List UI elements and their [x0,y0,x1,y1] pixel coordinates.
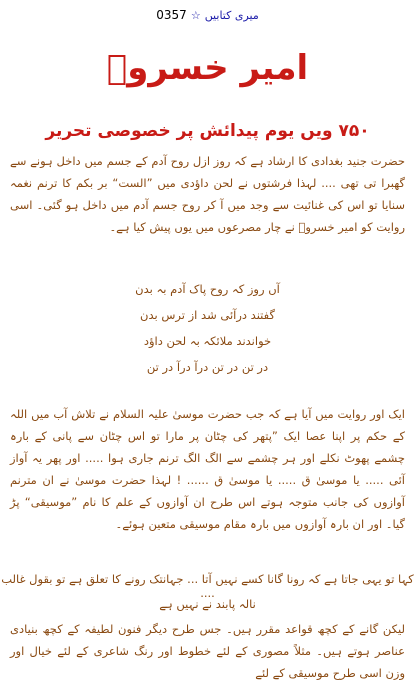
verse-line-1: آں روز کہ روح پاک آدم بہ بدن [135,282,280,296]
books-label[interactable]: میری کتابیں [204,8,259,22]
verse-line-2: گفتند درآئی شد از ترس بدن [140,308,275,322]
star-icon: ☆ [190,8,201,22]
verse-line-3: خواندند ملائکہ بہ لحن داؤد [143,334,272,348]
paragraph-moses: ایک اور روایت میں آیا ہے کہ جب حضرت موسیٰ علیہ السلام نے تلاش آب میں اللہ کے حکم پر اپنا عصا ایک ”پتھر کی چٹان پر مارا تو اس چٹان سے پانی کے بارہ چشمے پھوٹ نکلے اور ہر چشمے سے الگ الگ ترنم جاری ہوا ..... اور پھر یہ آواز آئی ..... یا موسیٰ ق ..... یا موسیٰ ق ...... ! لہذا حضرت موسیٰ نے ان مترنم آوازوں کی جانب متوجہ ہوتے اس طرح ان آوازوں کے علم کا نام ”موسیقی“ پڑ گیا۔ اور ان بارہ آوازوں میں بارہ مقام موسیقی متعین ہوئے۔ [10,407,405,531]
paragraph-rules: لیکن گانے کے کچھ قواعد مقرر ہیں۔ جس طرح دیگر فنون لطیفہ کے کچھ بنیادی عناصر ہوتے ہیں۔ مثلاً مصوری کے لئے خطوط اور رنگ شاعری کے لئے خیال اور وزن اسی طرح موسیقی کے لئے [10,622,405,680]
article-subtitle: ۷۵۰ ویں یوم پیدائش پر خصوصی تحریر [45,121,370,141]
ghalib-verse: نالہ پابند نے نہیں ہے [159,597,256,611]
verse-line-4: در تن در تن درآ درآ در تن [146,360,269,374]
paragraph-intro: حضرت جنید بغدادی کا ارشاد ہے کہ روز ازل روح آدم کے جسم میں داخل ہونے سے گھبرا تی تھی .... لہذا فرشتوں نے لحن داؤدی میں ”الست“ بر بکم کا ترنم نغمہ سنایا تو اس کی غنائیت سے وجد میں آ کر روح جسم آدم میں داخل ہو گئی۔ اسی روایت کو امیر خسروؒ نے چار مصرعوں میں یوں پیش کیا ہے۔ [10,154,405,234]
ghalib-line: کہا تو یہی جاتا ہے کہ رونا گانا کسے نہیں آتا ... جہانتک رونے کا تعلق ہے تو بقول غالب .... [1,572,414,600]
page-number: 0357 [156,8,187,22]
article-title: امیر خسروؒ [106,48,309,88]
header [0,6,415,24]
